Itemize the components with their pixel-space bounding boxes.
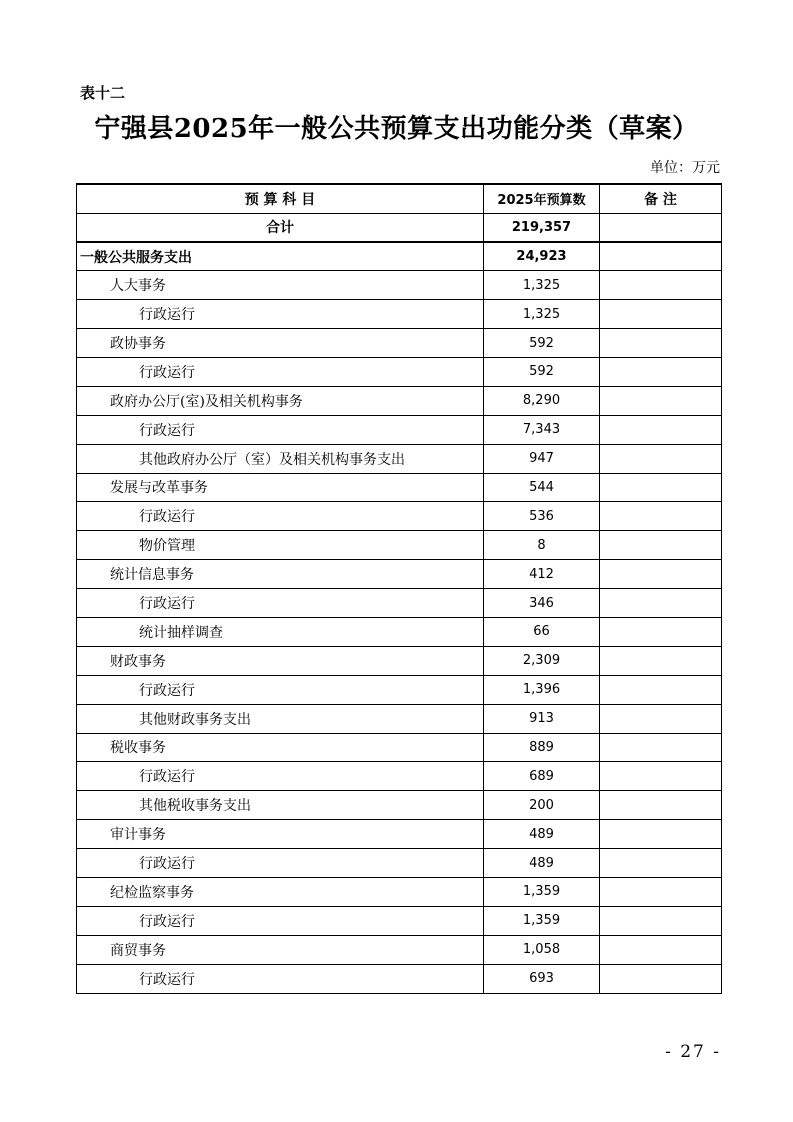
row-subject: 行政运行 [77, 502, 484, 531]
row-note [600, 877, 722, 906]
row-subject: 纪检监察事务 [77, 877, 484, 906]
row-subject: 其他政府办公厅（室）及相关机构事务支出 [77, 444, 484, 473]
row-note [600, 762, 722, 791]
row-amount: 536 [484, 502, 600, 531]
row-subject: 行政运行 [77, 964, 484, 993]
table-label: 表十二 [80, 84, 126, 102]
row-note [600, 560, 722, 589]
row-subject: 税收事务 [77, 733, 484, 762]
table-row [77, 617, 722, 646]
table-row [77, 733, 722, 762]
row-note [600, 502, 722, 531]
table-row [77, 473, 722, 502]
table-row [77, 300, 722, 329]
row-amount: 8 [484, 531, 600, 560]
document-title: 宁强县2025年一般公共预算支出功能分类（草案） [94, 114, 699, 144]
row-subject: 行政运行 [77, 675, 484, 704]
row-amount: 24,923 [484, 242, 600, 271]
table-row [77, 415, 722, 444]
row-amount: 913 [484, 704, 600, 733]
row-amount: 1,359 [484, 877, 600, 906]
table-row [77, 271, 722, 300]
total-note [600, 213, 722, 242]
table-row [77, 502, 722, 531]
table-row [77, 964, 722, 993]
row-subject: 统计抽样调查 [77, 617, 484, 646]
row-amount: 889 [484, 733, 600, 762]
row-amount: 1,396 [484, 675, 600, 704]
table-row [77, 704, 722, 733]
table-row [77, 444, 722, 473]
row-note [600, 329, 722, 358]
table-row [77, 560, 722, 589]
table-row [77, 935, 722, 964]
row-note [600, 386, 722, 415]
row-note [600, 242, 722, 271]
row-note [600, 704, 722, 733]
table-row [77, 762, 722, 791]
row-subject: 行政运行 [77, 357, 484, 386]
table-row [77, 791, 722, 820]
row-amount: 66 [484, 617, 600, 646]
row-amount: 1,325 [484, 300, 600, 329]
total-amount: 219,357 [484, 213, 600, 242]
row-subject: 行政运行 [77, 906, 484, 935]
header-amount: 2025年预算数 [484, 184, 600, 213]
table-row [77, 242, 722, 271]
row-note [600, 589, 722, 618]
row-note [600, 820, 722, 849]
row-amount: 544 [484, 473, 600, 502]
row-amount: 592 [484, 329, 600, 358]
row-amount: 1,058 [484, 935, 600, 964]
row-amount: 2,309 [484, 646, 600, 675]
row-amount: 592 [484, 357, 600, 386]
total-label: 合计 [77, 213, 484, 242]
row-note [600, 444, 722, 473]
row-note [600, 531, 722, 560]
row-subject: 发展与改革事务 [77, 473, 484, 502]
row-subject: 行政运行 [77, 300, 484, 329]
row-subject: 物价管理 [77, 531, 484, 560]
row-subject: 行政运行 [77, 415, 484, 444]
row-amount: 8,290 [484, 386, 600, 415]
row-amount: 1,359 [484, 906, 600, 935]
budget-table [76, 183, 722, 994]
row-note [600, 617, 722, 646]
row-subject: 人大事务 [77, 271, 484, 300]
row-note [600, 849, 722, 878]
row-amount: 689 [484, 762, 600, 791]
row-amount: 412 [484, 560, 600, 589]
table-row [77, 329, 722, 358]
row-subject: 其他财政事务支出 [77, 704, 484, 733]
row-subject: 一般公共服务支出 [77, 242, 484, 271]
row-note [600, 415, 722, 444]
total-row [77, 213, 722, 242]
row-note [600, 271, 722, 300]
header-subject: 预 算 科 目 [77, 184, 484, 213]
unit-label: 单位：万元 [650, 160, 720, 176]
row-note [600, 357, 722, 386]
row-note [600, 300, 722, 329]
row-amount: 346 [484, 589, 600, 618]
row-note [600, 675, 722, 704]
row-amount: 489 [484, 849, 600, 878]
row-note [600, 646, 722, 675]
table-row [77, 849, 722, 878]
table-row [77, 357, 722, 386]
table-row [77, 386, 722, 415]
row-note [600, 473, 722, 502]
row-amount: 200 [484, 791, 600, 820]
row-note [600, 935, 722, 964]
table-header-row [77, 184, 722, 213]
row-amount: 1,325 [484, 271, 600, 300]
row-subject: 行政运行 [77, 762, 484, 791]
row-subject: 行政运行 [77, 849, 484, 878]
table-row [77, 820, 722, 849]
row-amount: 947 [484, 444, 600, 473]
row-amount: 7,343 [484, 415, 600, 444]
row-subject: 商贸事务 [77, 935, 484, 964]
row-note [600, 964, 722, 993]
row-subject: 审计事务 [77, 820, 484, 849]
row-subject: 财政事务 [77, 646, 484, 675]
row-note [600, 733, 722, 762]
row-note [600, 906, 722, 935]
table-row [77, 531, 722, 560]
header-note: 备 注 [600, 184, 722, 213]
row-subject: 政府办公厅(室)及相关机构事务 [77, 386, 484, 415]
row-note [600, 791, 722, 820]
row-subject: 统计信息事务 [77, 560, 484, 589]
row-subject: 其他税收事务支出 [77, 791, 484, 820]
table-row [77, 906, 722, 935]
row-subject: 行政运行 [77, 589, 484, 618]
table-row [77, 589, 722, 618]
row-amount: 693 [484, 964, 600, 993]
page-number: - 27 - [665, 1042, 721, 1062]
row-amount: 489 [484, 820, 600, 849]
table-row [77, 877, 722, 906]
table-row [77, 675, 722, 704]
row-subject: 政协事务 [77, 329, 484, 358]
table-row [77, 646, 722, 675]
